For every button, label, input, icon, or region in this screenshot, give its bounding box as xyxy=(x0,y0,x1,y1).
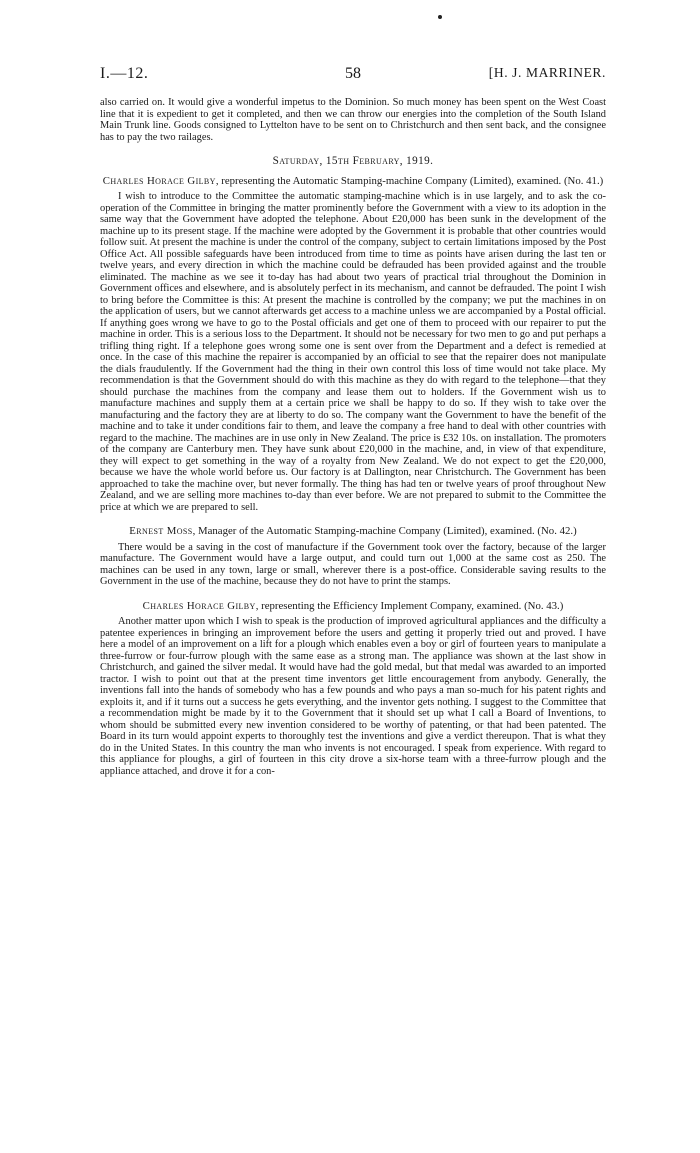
testimony-paragraph-43: Another matter upon which I wish to speak is the production of improved agricultural appliances and the difficulty a patentee experiences in bringing an improvement before the users and getting it properly tried out and proved. I have here a model of an improvement on a lift for a plough which enables even a boy or girl of fourteen years to manipulate a three-furrow or four-furrow plough with the same ease as a strong man. The appliance was shown at the last show in Christchurch, and gained the silver medal. It would have had the gold medal, but that medal was awarded to an imported tractor. I wish to point out that at the present time inventors get little encouragement from anybody. Generally, the inventions fall into the hands of somebody who has a few pounds and who pays a man so-much for his patent rights and exploits it, and if it turns out a success he gets everything, and the inventor gets nothing. I suggest to the Committee that a recommendation might be made by it to the Government that it should set up what I call a Board of Inventions, to whom should be submitted every new invention considered to be worthy of patenting, or that had been patented. The Board in its turn would appoint experts to thoroughly test the inventions and give a verdict thereupon. That is what they do in the United States. In this country the man who invents is not encouraged. I speak from experience. With regard to this appliance for ploughs, a girl of fourteen in this city drove a six-horse team with a three-furrow plough and the appliance attached, and drove it for a con- xyxy=(100,616,606,777)
ink-speck xyxy=(438,15,442,19)
witness-description: , representing the Automatic Stamping-machine Company (Limited), examined. (No. 41.) xyxy=(215,174,604,187)
document-body xyxy=(100,97,606,777)
witness-name: Charles Horace Gilby xyxy=(142,599,256,612)
witness-name: Charles Horace Gilby xyxy=(102,174,216,187)
document-page xyxy=(100,0,606,1153)
page-header xyxy=(100,65,606,89)
witness-heading-41 xyxy=(100,175,606,188)
intro-paragraph: also carried on. It would give a wonderful impetus to the Dominion. So much money has been spent on the West Coast line that it is expedient to get it completed, and then we can throw our energies into the completion of the South Island Main Trunk line. Goods consigned to Lyttelton have to be sent on to Christchurch and then sent back, and the consignee has to pay the two railages. xyxy=(100,97,606,143)
testimony-paragraph-42: There would be a saving in the cost of manufacture if the Government took over the factory, because of the larger manufacture. The Government would have a large output, and could turn out 1,000 at the same cost as 250. The machines can be used in any town, large or small, wherever there is a post-office. Considerable saving results to the Government in the use of the machine, because they do not have to print the stamps. xyxy=(100,541,606,587)
testimony-paragraph-41: I wish to introduce to the Committee the automatic stamping-machine which is in use largely, and to ask the co-operation of the Committee in bringing the matter prominently before the Government with a view to its adoption in the same way that the Government have adopted the telephone. About £20,000 has been sunk in the development of the machine up to its present stage. If the machine were adopted by the Government it is probable that other countries would follow suit. At present the machine is under the control of the company, subject to certain limitations imposed by the Post Office Act. All possible safeguards have been introduced from time to time as points have arisen during the last ten or twelve years, and every direction in which the machine could be defrauded has been provided against and the trouble eliminated. The machine as we see it to-day has had about two years of practical trial throughout the Dominion in Government offices and elsewhere, and is absolutely perfect in its mechanism, and cannot be defrauded. The point I wish to bring before the Committee is this: At present the machine is controlled by the company; we put the machines in on the application of users, but we cannot afterwards get access to a machine unless we are accompanied by a Postal official. If anything goes wrong we have to go to the Postal officials and get one of them to proceed with our repairer to put the machine in order. This is a serious loss to the Department. It should not be necessary for two men to go and put perhaps a trifling thing right. If a telephone goes wrong some one is sent over from the Department and a defect is remedied at once. In the case of this machine the repairer is accompanied by an official to see that the repairer does not manipulate the dials fraudulently. If the Government had the thing in their own control this loss of time would not take place. My recommendation is that the Government should do with this machine as they do with regard to the telephone—that they should purchase the machines from the company and lease them out to holders. If the Government wish us to manufacture machines and supply them at a certain price we shall be happy to do so. If they wish to take over the manufacturing and the factory they are at liberty to do so. The company want the Government to have the benefit of the machine and to take it under conditions fair to them, and leave the company a free hand to deal with other countries with regard to the machine. The machines are in use only in New Zealand. The price is £32 10s. on installation. The promoters of the company are Canterbury men. They have sunk about £20,000 in the machine, and, in view of that expenditure, they will expect to get something in the way of a royalty from New Zealand. We do not expect to get the £20,000, because we have the whole world before us. Our factory is at Dallington, near Christchurch. The Government has been approached to take the machine over, but never formally. The thing has had ten or twelve years of proof throughout New Zealand, and we are selling more machines to-day than ever before. We are not prepared to submit to the Committee the price at which we are prepared to sell. xyxy=(100,191,606,513)
author-name: [H. J. MARRINER. xyxy=(488,65,606,80)
witness-name: Ernest Moss xyxy=(129,525,193,537)
page-number: 58 xyxy=(345,65,361,82)
page-reference: I.—12. xyxy=(100,65,149,82)
witness-heading-43 xyxy=(100,600,606,613)
witness-description: , representing the Efficiency Implement Company, examined. (No. 43.) xyxy=(255,599,564,612)
date-heading: Saturday, 15th February, 1919. xyxy=(272,155,434,167)
witness-heading-42 xyxy=(100,525,606,538)
witness-description: , Manager of the Automatic Stamping-machine Company (Limited), examined. (No. 42.) xyxy=(192,525,577,537)
